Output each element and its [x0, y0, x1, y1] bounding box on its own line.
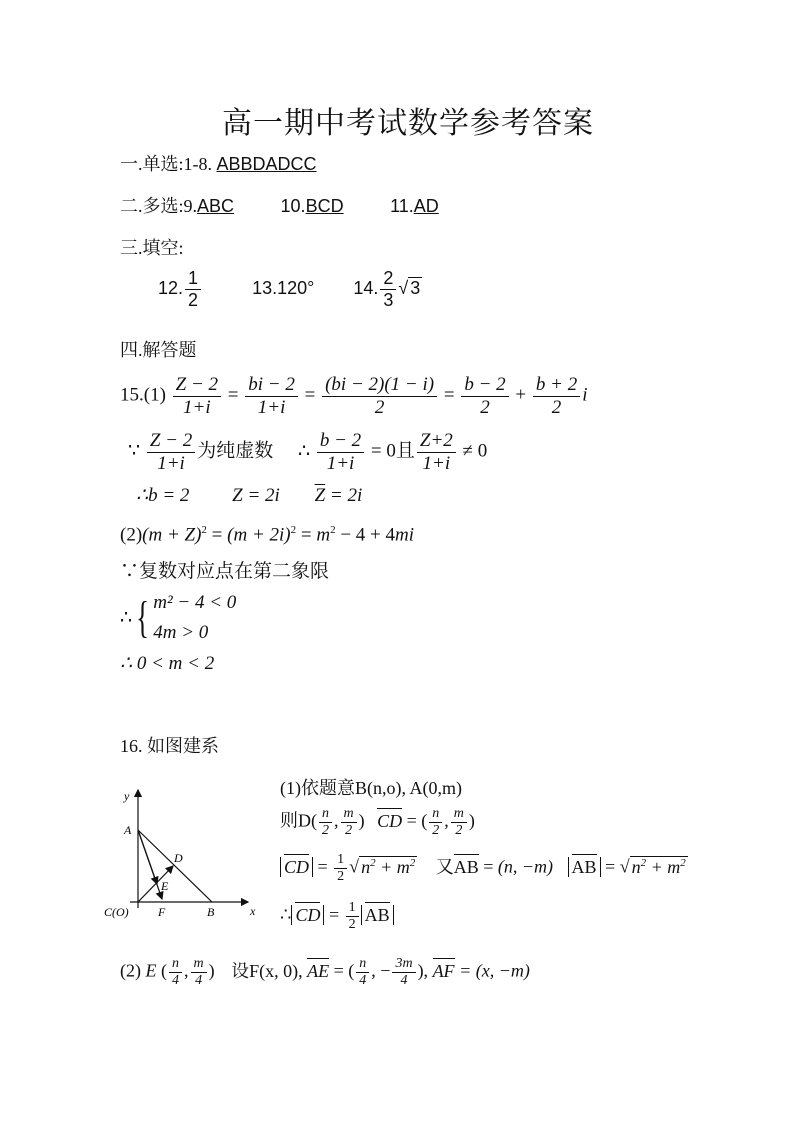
pure-imaginary-text: 为纯虚数	[197, 440, 274, 462]
inequality-1: m² − 4 < 0	[153, 592, 237, 613]
label-y: y	[124, 789, 130, 803]
q16-line-4: ∴ CD = $\frac{1}{2}$ AB	[280, 900, 394, 933]
b-value: ∴b = 2	[136, 485, 190, 506]
answer-13: 13.120°	[252, 277, 315, 298]
label-x: x	[250, 904, 256, 918]
segment-af	[138, 830, 162, 899]
point-e-label: E	[145, 960, 157, 981]
q10-number: 10.	[280, 196, 306, 216]
z-value: Z = 2i	[232, 485, 280, 506]
m-range: ∴ 0 < m < 2	[120, 653, 215, 674]
q11-number: 11.	[390, 196, 414, 216]
page-title: 高一期中考试数学参考答案	[222, 107, 594, 140]
coordinate-figure	[100, 780, 270, 930]
q12-number: 12.	[158, 277, 184, 298]
inequality-system: ∴{ m² − 4 < 0 4m > 0	[120, 588, 236, 648]
label-e: E	[161, 879, 169, 893]
label-b: B	[207, 905, 215, 919]
label-f: F	[158, 905, 166, 919]
answer-12-fraction: $\frac{1}{2}$	[185, 268, 201, 310]
q16-intro: 16. 如图建系	[120, 736, 219, 756]
q16-therefore: ∴	[280, 904, 292, 925]
zbar-value: = 2i	[329, 485, 363, 506]
q16-line-2: 则D( $\frac{n}{2}$ , $\frac{m}{2}$ ) CD = ( $\frac{n}{2}$ , $\frac{m}{2}$ )	[280, 806, 475, 839]
answer-14-fraction: $\frac{2}{3}$	[380, 268, 396, 310]
section-multi-label: 二.多选:9.	[120, 196, 198, 216]
section-multi-choice	[120, 192, 439, 218]
answer-10: BCD	[305, 196, 344, 216]
label-d: D	[174, 851, 183, 865]
section-single-choice	[120, 150, 317, 176]
answer-9: ABC	[197, 196, 235, 216]
answer-11: AD	[413, 196, 439, 216]
label-c: C(O)	[104, 905, 129, 919]
q15-prefix: 15.(1)	[120, 384, 166, 406]
section-single-label: 一.单选:1-8.	[120, 154, 217, 174]
q15-line-3: ∴b = 2 Z = 2i $\overline{Z} = 2i$	[136, 485, 363, 506]
q16-line2-prefix: 则D(	[280, 810, 317, 831]
q15-part2-prefix: (2)	[120, 524, 143, 546]
q16-line-3: CD = $\frac{1}{2}$ √ $n^2 + m^2$ 又AB = (n, −m) AB = √ $n^2 + m^2$	[280, 852, 688, 885]
q15-part2-line: $(2)(m + Z)^2 = (m + 2i)^2 = m^2 - 4 + 4mi$	[120, 524, 415, 546]
set-f-text: 设F(x, 0),	[231, 960, 303, 981]
section-solutions: 四.解答题	[120, 340, 197, 360]
single-answers: ABBDADCC	[216, 154, 317, 174]
section-fill-blank: 三.填空:	[120, 238, 184, 258]
q16-line-1: (1)依题意B(n,o), A(0,m)	[280, 778, 462, 798]
and-text: 且	[395, 440, 415, 462]
q15-line-1: 15.(1) $\frac{Z - 2}{1+i}$ = $\frac{bi - 2}{1+i}$ = $\frac{(bi - 2)(1 - i)}{2}$ = $\frac{b - 2}{2}$ + $\frac{b + 2}{2}$ i	[120, 374, 588, 418]
q14-number: 14.	[353, 277, 379, 298]
inequality-2: 4m > 0	[153, 622, 209, 643]
label-a: A	[124, 823, 132, 837]
af-value: = (x, −m)	[459, 960, 530, 981]
q16-you-text: 又	[435, 856, 454, 877]
q16-part2-line: (2) E ( $\frac{n}{4}$ , $\frac{m}{4}$ ) 设F(x, 0), AE = ( $\frac{n}{4}$ , − $\frac{3m}{4}$ ), AF = (x, −m)	[120, 956, 530, 989]
q16-part2-prefix: (2)	[120, 960, 141, 981]
quadrant-line: ∵复数对应点在第二象限	[120, 561, 330, 582]
fill-answers	[158, 268, 422, 310]
answer-14-root: √ 3	[398, 277, 421, 298]
q15-line-2: ∵ $\frac{Z - 2}{1+i}$ 为纯虚数 ∴ $\frac{b - 2}{1+i}$ = 0且 $\frac{Z+2}{1+i}$ ≠ 0	[128, 430, 488, 474]
